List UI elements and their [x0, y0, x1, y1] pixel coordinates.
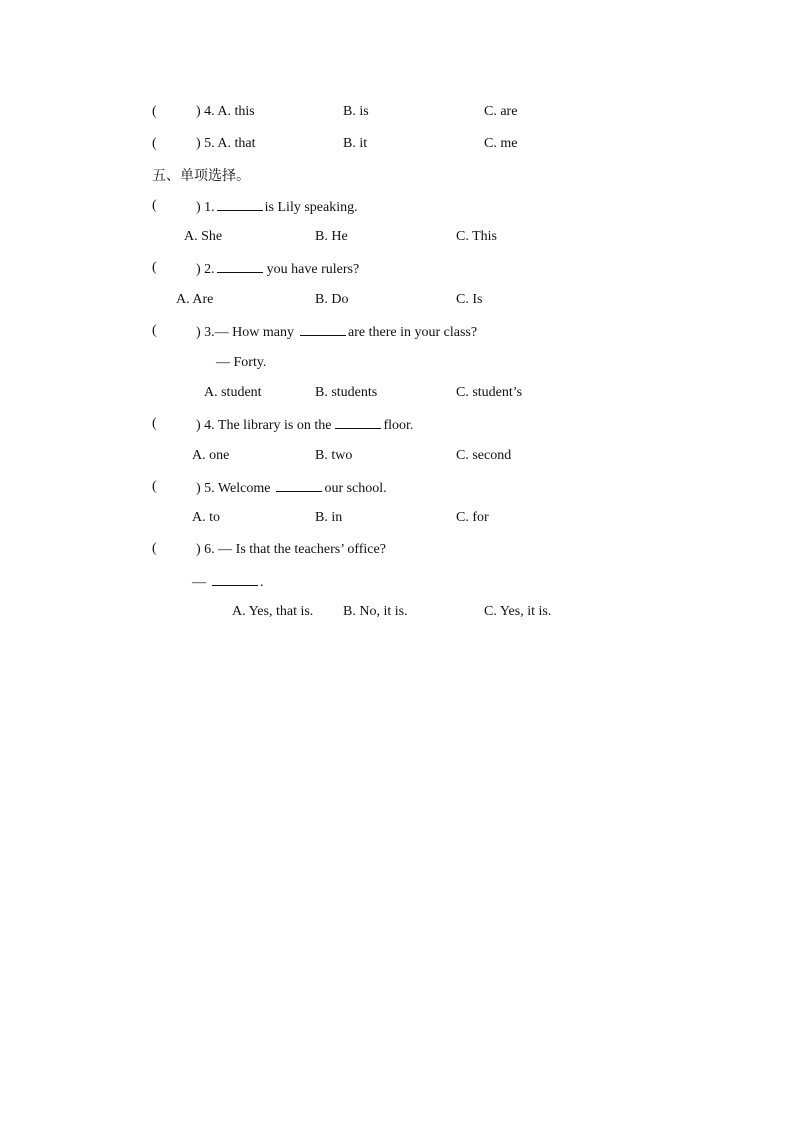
option-a: A. Are [176, 292, 214, 307]
answer-paren: ( [152, 260, 157, 275]
question-text: are there in your class? [348, 325, 478, 340]
answer-paren: ( [152, 416, 157, 431]
question-stem [196, 323, 477, 342]
option-c: C. student’s [456, 385, 523, 400]
dash: — [192, 575, 206, 590]
option-b: B. is [343, 104, 369, 119]
answer-paren: ( [152, 323, 157, 338]
question-stem [196, 479, 387, 498]
section-title: 五、单项选择。 [152, 168, 250, 184]
question-number: ) 4. The library is on the [196, 418, 332, 433]
option-b: B. students [315, 385, 378, 400]
fill-blank [276, 479, 322, 492]
answer-paren: ( [152, 104, 157, 119]
option-c: C. Is [456, 292, 483, 307]
answer-line [192, 573, 264, 592]
fill-blank [212, 573, 258, 586]
answer-paren: ( [152, 136, 157, 151]
question-number: ) 2. [196, 262, 215, 277]
option-b: B. Do [315, 292, 349, 307]
answer-paren: ( [152, 479, 157, 494]
answer-line: — Forty. [216, 355, 267, 370]
fill-blank [335, 416, 381, 429]
option-a: A. one [192, 448, 230, 463]
item-stem: ) 4. A. this [196, 104, 255, 119]
option-b: B. He [315, 229, 348, 244]
option-c: C. This [456, 229, 497, 244]
question-stem [196, 198, 358, 217]
answer-paren: ( [152, 541, 157, 556]
period: . [260, 575, 264, 590]
option-c: C. Yes, it is. [484, 604, 552, 619]
option-c: C. are [484, 104, 518, 119]
option-a: A. She [184, 229, 223, 244]
item-stem: ) 5. A. that [196, 136, 256, 151]
fill-blank [300, 323, 346, 336]
question-stem: ) 6. — Is that the teachers’ office? [196, 542, 386, 557]
question-text: floor. [383, 418, 414, 433]
question-number: ) 5. Welcome [196, 481, 271, 496]
option-c: C. second [456, 448, 512, 463]
question-text: you have rulers? [266, 262, 360, 277]
option-c: C. for [456, 510, 489, 525]
question-stem [196, 260, 359, 279]
question-text: is Lily speaking. [264, 200, 358, 215]
answer-paren: ( [152, 198, 157, 213]
question-text: our school. [324, 481, 387, 496]
option-a: A. Yes, that is. [232, 604, 314, 619]
fill-blank [217, 198, 263, 211]
option-b: B. two [315, 448, 353, 463]
option-c: C. me [484, 136, 518, 151]
question-stem [196, 416, 413, 435]
option-b: B. it [343, 136, 368, 151]
option-a: A. to [192, 510, 220, 525]
question-number: ) 3.— How many [196, 325, 294, 340]
option-a: A. student [204, 385, 262, 400]
fill-blank [217, 260, 263, 273]
option-b: B. in [315, 510, 343, 525]
option-b: B. No, it is. [343, 604, 408, 619]
question-number: ) 1. [196, 200, 215, 215]
